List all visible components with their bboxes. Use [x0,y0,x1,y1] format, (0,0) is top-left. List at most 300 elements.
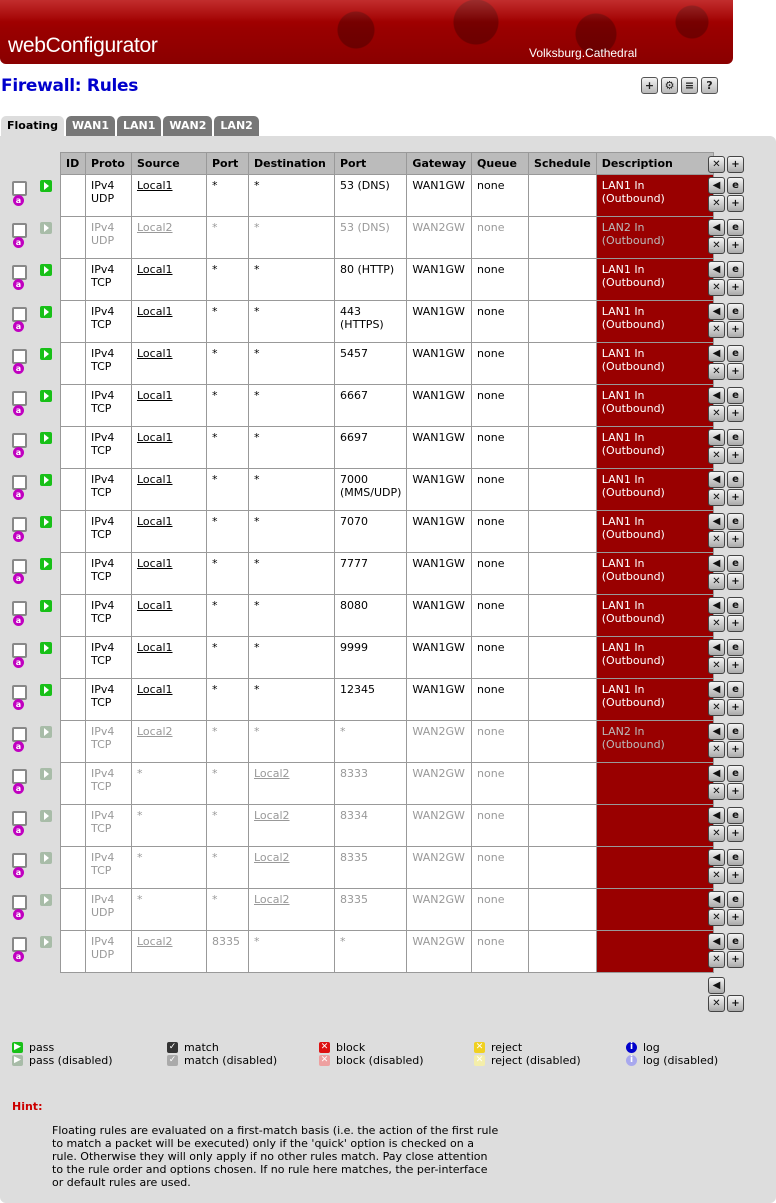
cell-destination: * [249,301,335,343]
table-row[interactable] [61,889,714,931]
delete-icon[interactable]: ✕ [708,657,725,674]
destination-alias-link[interactable]: Local2 [254,851,290,864]
source-alias-link[interactable]: Local1 [137,599,173,612]
source-alias-link[interactable]: Local1 [137,347,173,360]
edit-icon[interactable]: e [727,261,744,278]
legend-item [12,1054,113,1067]
move-before-icon[interactable]: ◀ [708,933,725,950]
anchor-icon: a [13,237,24,248]
column-header-proto: Proto [86,153,132,175]
destination-alias-link[interactable]: Local2 [254,809,290,822]
cell-destination: * [249,469,335,511]
edit-icon[interactable]: e [727,849,744,866]
pass-icon: ▶ [12,1042,23,1053]
pass-icon[interactable] [40,684,52,696]
add-based-on-icon[interactable]: + [727,195,744,212]
tab-lan1[interactable]: LAN1 [117,116,161,136]
cell-schedule [529,679,597,721]
pass-disabled-icon: ▶ [12,1055,23,1066]
cell-gateway: WAN2GW [407,217,472,259]
pass-icon[interactable] [40,180,52,192]
interface-tabs [1,116,259,136]
add-based-on-icon[interactable]: + [727,573,744,590]
legend-item [319,1041,365,1054]
edit-icon[interactable]: e [727,513,744,530]
cell-schedule [529,175,597,217]
edit-icon[interactable]: e [727,303,744,320]
cell-src-port: * [207,259,249,301]
cell-schedule [529,259,597,301]
pass-icon[interactable] [40,474,52,486]
move-before-icon[interactable]: ◀ [708,639,725,656]
cell-destination: * [249,385,335,427]
anchor-icon: a [13,279,24,290]
delete-icon[interactable]: ✕ [708,573,725,590]
delete-icon[interactable]: ✕ [708,615,725,632]
cell-id [61,259,86,301]
move-before-icon[interactable]: ◀ [708,345,725,362]
cell-description: LAN1 In (Outbound) [596,679,713,721]
cell-dst-port [335,301,407,343]
rule-select-checkbox[interactable] [12,475,27,490]
cell-id [61,385,86,427]
rule-select-checkbox[interactable] [12,181,27,196]
legend-item [167,1054,277,1067]
edit-icon[interactable]: e [727,429,744,446]
cell-description: LAN1 In (Outbound) [596,385,713,427]
delete-icon[interactable]: ✕ [708,405,725,422]
rule-select-checkbox[interactable] [12,517,27,532]
pass-disabled-icon[interactable] [40,726,52,738]
move-before-icon[interactable]: ◀ [708,555,725,572]
table-row[interactable] [61,847,714,889]
delete-selected-icon[interactable]: ✕ [708,156,725,173]
proto-l4: TCP [91,360,112,373]
cell-src-port: * [207,427,249,469]
pass-icon[interactable] [40,306,52,318]
cell-src-port: * [207,679,249,721]
pass-icon[interactable] [40,432,52,444]
cell-dst-port: 8080 [335,595,407,637]
cell-source [132,259,207,301]
anchor-icon: a [13,405,24,416]
add-based-on-icon[interactable]: + [727,447,744,464]
delete-icon[interactable]: ✕ [708,783,725,800]
delete-icon[interactable]: ✕ [708,531,725,548]
table-row[interactable] [61,427,714,469]
move-before-icon[interactable]: ◀ [708,849,725,866]
move-before-icon[interactable]: ◀ [708,723,725,740]
add-based-on-icon[interactable]: + [727,363,744,380]
table-row[interactable] [61,175,714,217]
table-row[interactable] [61,595,714,637]
table-row[interactable] [61,637,714,679]
pass-disabled-icon[interactable] [40,936,52,948]
cell-gateway: WAN1GW [407,469,472,511]
destination-alias-link[interactable]: Local2 [254,893,290,906]
source-alias-link[interactable]: Local1 [137,389,173,402]
delete-icon[interactable]: ✕ [708,321,725,338]
rule-select-checkbox[interactable] [12,601,27,616]
cell-proto [86,805,132,847]
cell-dst-port: 8335 [335,847,407,889]
cell-schedule [529,721,597,763]
cell-gateway: WAN1GW [407,511,472,553]
cell-src-port: * [207,553,249,595]
proto-ip: IPv4 [91,431,115,444]
table-row[interactable] [61,469,714,511]
cell-gateway: WAN2GW [407,931,472,973]
cell-schedule [529,763,597,805]
add-based-on-icon[interactable]: + [727,909,744,926]
cell-description: LAN1 In (Outbound) [596,259,713,301]
legend-label: pass (disabled) [29,1054,113,1067]
add-rule-icon[interactable]: + [641,77,658,94]
cell-dst-port: 5457 [335,343,407,385]
proto-ip: IPv4 [91,473,115,486]
header-banner [0,0,733,64]
proto-l4: TCP [91,864,112,877]
cell-src-port: * [207,889,249,931]
pass-icon[interactable] [40,390,52,402]
table-row[interactable] [61,343,714,385]
pass-disabled-icon[interactable] [40,768,52,780]
proto-l4: TCP [91,738,112,751]
add-based-on-icon[interactable]: + [727,321,744,338]
cell-gateway: WAN2GW [407,889,472,931]
edit-icon[interactable]: e [727,345,744,362]
delete-icon[interactable]: ✕ [708,825,725,842]
cell-src-port: * [207,637,249,679]
reject-icon: ✕ [475,1042,484,1052]
move-before-icon[interactable]: ◀ [708,513,725,530]
source-alias-link[interactable]: Local1 [137,263,173,276]
pass-icon[interactable] [40,264,52,276]
cell-id [61,553,86,595]
cell-dst-port: 8335 [335,889,407,931]
cell-proto [86,595,132,637]
cell-id [61,889,86,931]
delete-icon[interactable]: ✕ [708,951,725,968]
help-icon[interactable]: ? [701,77,718,94]
rule-select-checkbox[interactable] [12,349,27,364]
delete-icon[interactable]: ✕ [708,279,725,296]
source-alias-link[interactable]: Local1 [137,515,173,528]
cell-src-port: * [207,847,249,889]
legend-label: match (disabled) [184,1054,278,1067]
delete-icon[interactable]: ✕ [708,741,725,758]
cell-schedule [529,385,597,427]
cell-destination [249,763,335,805]
table-row[interactable] [61,301,714,343]
delete-icon[interactable]: ✕ [708,195,725,212]
edit-icon[interactable]: e [727,681,744,698]
add-based-on-icon[interactable]: + [727,237,744,254]
edit-icon[interactable]: e [727,219,744,236]
rule-select-checkbox[interactable] [12,307,27,322]
delete-icon[interactable]: ✕ [708,237,725,254]
rule-select-checkbox[interactable] [12,853,27,868]
anchor-icon: a [13,783,24,794]
proto-l4: TCP [91,528,112,541]
proto-l4: TCP [91,318,112,331]
cell-source [132,343,207,385]
cell-src-port: 8335 [207,931,249,973]
table-row[interactable] [61,553,714,595]
cell-id [61,721,86,763]
delete-icon[interactable]: ✕ [708,909,725,926]
edit-icon[interactable]: e [727,723,744,740]
cell-source [132,553,207,595]
cell-source: * [132,889,207,931]
add-based-on-icon[interactable]: + [727,951,744,968]
source-alias-link[interactable]: Local1 [137,431,173,444]
cell-schedule [529,847,597,889]
proto-l4: UDP [91,192,115,205]
cell-source [132,217,207,259]
rule-select-checkbox[interactable] [12,685,27,700]
delete-icon[interactable]: ✕ [708,447,725,464]
cell-destination: * [249,721,335,763]
delete-icon[interactable]: ✕ [708,699,725,716]
cell-queue: none [472,847,529,889]
table-row[interactable] [61,679,714,721]
move-before-icon[interactable]: ◀ [708,765,725,782]
cell-proto [86,469,132,511]
cell-queue: none [472,553,529,595]
cell-proto [86,931,132,973]
anchor-icon: a [13,531,24,542]
cell-id [61,343,86,385]
delete-icon[interactable]: ✕ [708,489,725,506]
cell-gateway: WAN2GW [407,847,472,889]
cell-schedule [529,217,597,259]
edit-icon[interactable]: e [727,891,744,908]
edit-icon[interactable]: e [727,933,744,950]
proto-ip: IPv4 [91,263,115,276]
move-before-icon[interactable]: ◀ [708,387,725,404]
pass-disabled-icon[interactable] [40,852,52,864]
delete-selected-icon[interactable]: ✕ [708,995,725,1012]
cell-destination: * [249,343,335,385]
cell-destination [249,847,335,889]
edit-icon[interactable]: e [727,807,744,824]
table-row[interactable] [61,217,714,259]
column-header-port: Port [207,153,249,175]
cell-description [596,931,713,973]
cell-src-port: * [207,175,249,217]
legend-item [167,1041,219,1054]
proto-ip: IPv4 [91,221,115,234]
cell-description [596,889,713,931]
cell-destination: * [249,637,335,679]
cell-dst-port: 7070 [335,511,407,553]
pass-disabled-icon[interactable] [40,810,52,822]
page-title: Firewall: Rules [1,76,139,96]
legend-label: log [643,1041,660,1054]
add-based-on-icon[interactable]: + [727,741,744,758]
rule-select-checkbox[interactable] [12,769,27,784]
edit-icon[interactable]: e [727,597,744,614]
move-before-icon[interactable]: ◀ [708,597,725,614]
cell-schedule [529,301,597,343]
cell-src-port: * [207,763,249,805]
add-based-on-icon[interactable]: + [727,657,744,674]
pass-icon[interactable] [40,516,52,528]
pass-icon[interactable] [40,558,52,570]
rule-select-checkbox[interactable] [12,895,27,910]
cell-dst-port: * [335,721,407,763]
cell-destination: * [249,553,335,595]
edit-icon[interactable]: e [727,387,744,404]
source-alias-link[interactable]: Local1 [137,305,173,318]
cell-dst-port: 8333 [335,763,407,805]
cell-destination [249,889,335,931]
edit-icon[interactable]: e [727,471,744,488]
rule-select-checkbox[interactable] [12,811,27,826]
table-row[interactable] [61,763,714,805]
rule-select-checkbox[interactable] [12,223,27,238]
source-alias-link[interactable]: Local2 [137,725,173,738]
cell-description: LAN1 In (Outbound) [596,175,713,217]
add-based-on-icon[interactable]: + [727,531,744,548]
table-row[interactable] [61,385,714,427]
delete-icon[interactable]: ✕ [708,363,725,380]
cell-source [132,931,207,973]
add-based-on-icon[interactable]: + [727,405,744,422]
add-rule-icon[interactable]: + [727,995,744,1012]
table-row[interactable] [61,931,714,973]
cell-dst-port [335,469,407,511]
source-alias-link[interactable]: Local1 [137,683,173,696]
rule-select-checkbox[interactable] [12,433,27,448]
log-icon[interactable]: ≡ [681,77,698,94]
move-before-icon[interactable]: ◀ [708,891,725,908]
move-before-icon[interactable]: ◀ [708,219,725,236]
pass-icon[interactable] [40,348,52,360]
cell-src-port: * [207,595,249,637]
edit-icon[interactable]: e [727,555,744,572]
app-title: webConfigurator [8,34,158,57]
cell-queue: none [472,175,529,217]
cell-id [61,805,86,847]
move-to-end-icon[interactable]: ◀ [708,977,725,994]
add-based-on-icon[interactable]: + [727,279,744,296]
add-based-on-icon[interactable]: + [727,867,744,884]
cell-source [132,511,207,553]
cell-id [61,427,86,469]
pass-icon[interactable] [40,642,52,654]
status-icon[interactable]: ⚙ [661,77,678,94]
source-alias-link[interactable]: Local2 [137,221,173,234]
source-alias-link[interactable]: Local2 [137,935,173,948]
source-alias-link[interactable]: Local1 [137,179,173,192]
table-row[interactable] [61,511,714,553]
tab-floating[interactable]: Floating [1,116,64,136]
move-before-icon[interactable]: ◀ [708,303,725,320]
legend-label: block (disabled) [336,1054,424,1067]
move-before-icon[interactable]: ◀ [708,681,725,698]
rule-select-checkbox[interactable] [12,391,27,406]
cell-proto [86,679,132,721]
proto-ip: IPv4 [91,809,115,822]
cell-destination: * [249,679,335,721]
destination-alias-link[interactable]: Local2 [254,767,290,780]
legend-label: log (disabled) [643,1054,719,1067]
add-based-on-icon[interactable]: + [727,699,744,716]
edit-icon[interactable]: e [727,765,744,782]
move-before-icon[interactable]: ◀ [708,429,725,446]
add-based-on-icon[interactable]: + [727,615,744,632]
cell-source: * [132,805,207,847]
cell-queue: none [472,343,529,385]
cell-id [61,217,86,259]
source-alias-link[interactable]: Local1 [137,473,173,486]
table-row[interactable] [61,259,714,301]
cell-src-port: * [207,721,249,763]
tab-wan2[interactable]: WAN2 [163,116,212,136]
move-before-icon[interactable]: ◀ [708,807,725,824]
rule-select-checkbox[interactable] [12,727,27,742]
cell-queue: none [472,469,529,511]
cell-proto [86,385,132,427]
tab-lan2[interactable]: LAN2 [214,116,258,136]
cell-source: * [132,763,207,805]
pass-disabled-icon[interactable] [40,894,52,906]
source-alias-link[interactable]: Local1 [137,557,173,570]
table-row[interactable] [61,721,714,763]
add-based-on-icon[interactable]: + [727,489,744,506]
add-based-on-icon[interactable]: + [727,783,744,800]
log-disabled-icon: i [626,1055,637,1066]
source-alias-link[interactable]: Local1 [137,641,173,654]
cell-description [596,805,713,847]
cell-description: LAN1 In (Outbound) [596,595,713,637]
legend-item [626,1054,718,1067]
cell-id [61,637,86,679]
rule-select-checkbox[interactable] [12,559,27,574]
tab-wan1[interactable]: WAN1 [66,116,115,136]
rule-select-checkbox[interactable] [12,265,27,280]
proto-l4: TCP [91,612,112,625]
rule-select-checkbox[interactable] [12,937,27,952]
cell-dst-port: 80 (HTTP) [335,259,407,301]
add-rule-icon[interactable]: + [727,156,744,173]
move-before-icon[interactable]: ◀ [708,177,725,194]
legend-label: match [184,1041,219,1054]
edit-icon[interactable]: e [727,177,744,194]
block-icon: ✕ [320,1042,329,1052]
pass-disabled-icon[interactable] [40,222,52,234]
cell-id [61,763,86,805]
move-before-icon[interactable]: ◀ [708,471,725,488]
legend-item [474,1054,581,1067]
cell-gateway: WAN2GW [407,763,472,805]
delete-icon[interactable]: ✕ [708,867,725,884]
pass-icon[interactable] [40,600,52,612]
edit-icon[interactable]: e [727,639,744,656]
rule-select-checkbox[interactable] [12,643,27,658]
table-row[interactable] [61,805,714,847]
cell-description: LAN1 In (Outbound) [596,511,713,553]
column-header-gateway: Gateway [407,153,472,175]
hint-label: Hint: [12,1100,43,1113]
legend-item [474,1041,522,1054]
add-based-on-icon[interactable]: + [727,825,744,842]
cell-source [132,175,207,217]
cell-dst-port: 8334 [335,805,407,847]
move-before-icon[interactable]: ◀ [708,261,725,278]
